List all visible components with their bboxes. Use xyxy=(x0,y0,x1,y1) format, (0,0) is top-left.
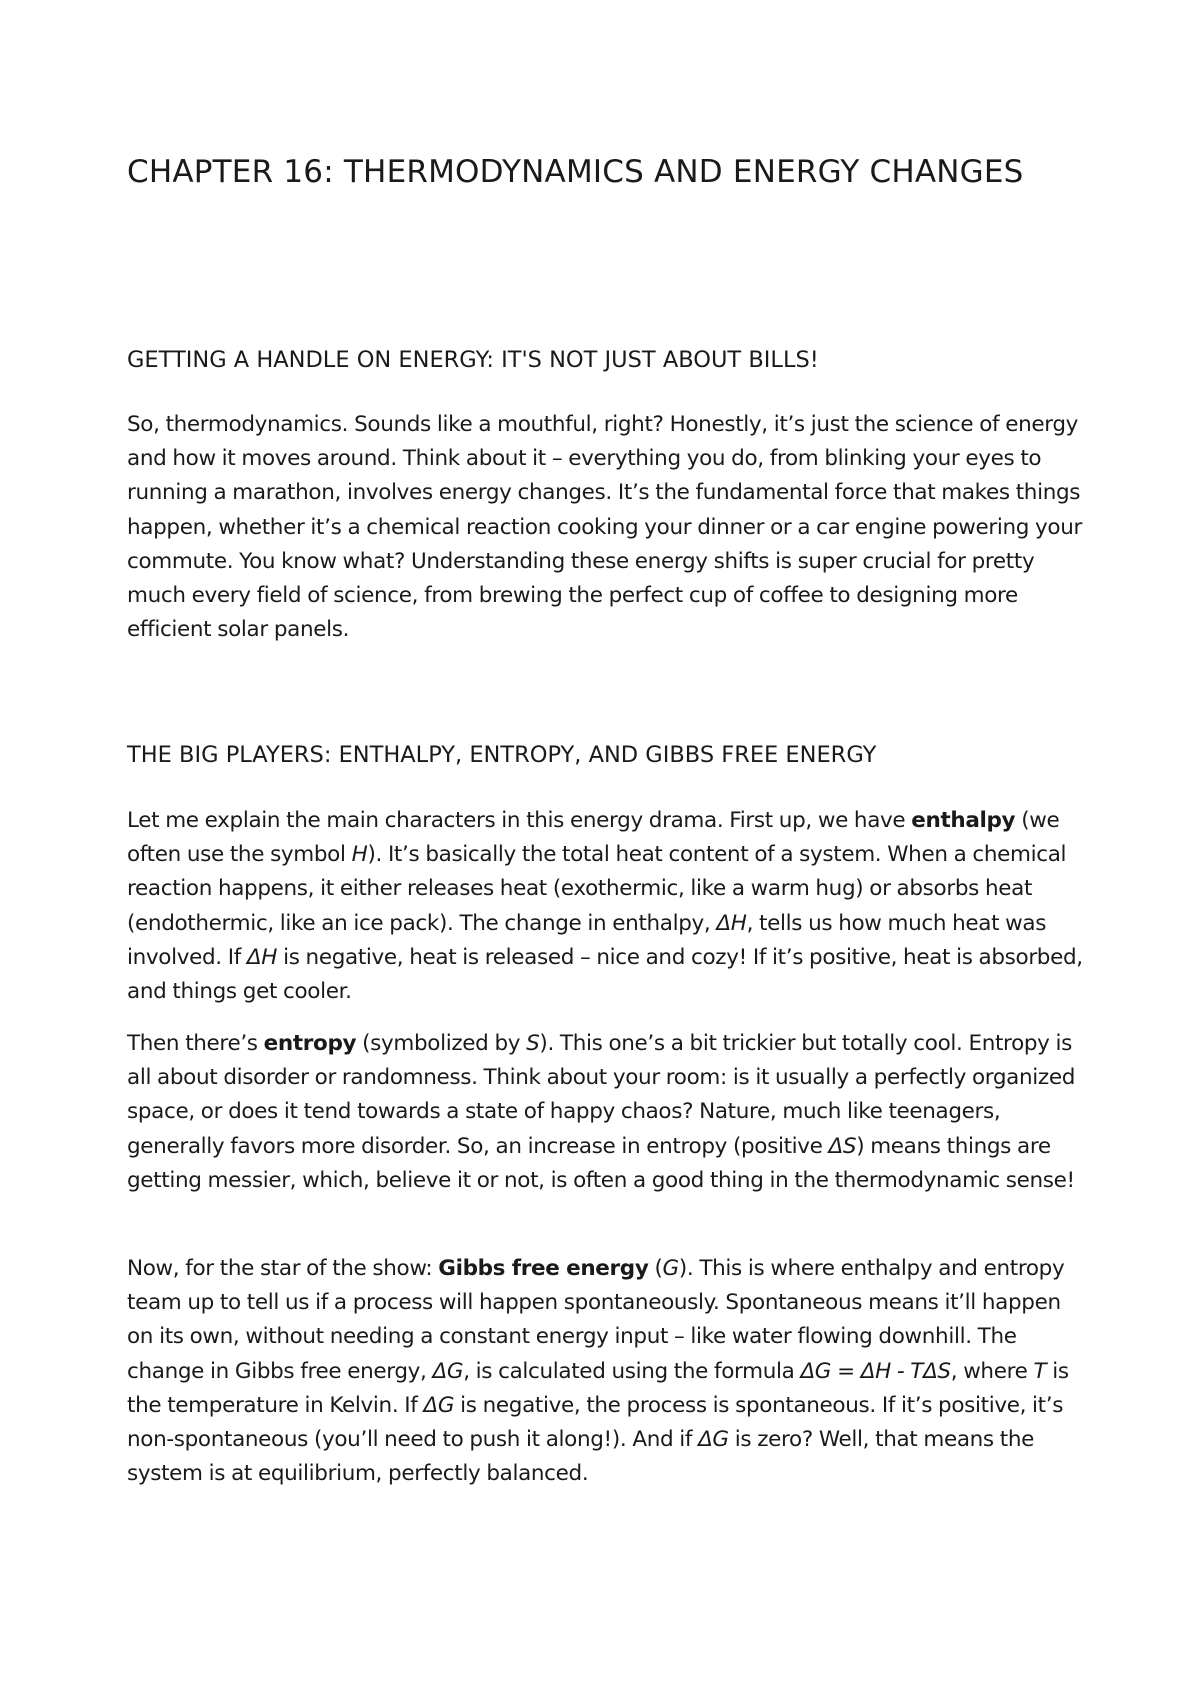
text-run: is zero? Well, that means the system is at equilibrium, perfectly balanced. xyxy=(127,1427,1035,1487)
text-run: ). This is where enthalpy and entropy team up to tell us if a process will happen spontaneously. Spontaneous means it’ll happen on its own, without needing a constant energy input – like water flowing downhill. The change in Gibbs free energy, xyxy=(127,1256,1065,1384)
symbol-delta-g: ΔG xyxy=(423,1392,455,1418)
paragraph-entropy xyxy=(127,1027,1087,1198)
symbol-delta-s: ΔS xyxy=(828,1133,857,1159)
text-run: is negative, heat is released – nice and cozy! If it’s positive, heat is absorbed, and things get cooler. xyxy=(127,944,1083,1005)
text-run: Now, for the star of the show: xyxy=(127,1256,439,1281)
symbol-h: H xyxy=(351,842,368,868)
symbol-delta-g: ΔG xyxy=(432,1358,464,1384)
text-run: , tells us how much heat was involved. If xyxy=(127,910,1047,970)
text-run: is the temperature in Kelvin. If xyxy=(127,1358,1069,1418)
text-run: Then there’s xyxy=(127,1031,264,1056)
section-heading-big-players: THE BIG PLAYERS: ENTHALPY, ENTROPY, AND GIBBS FREE ENERGY xyxy=(127,742,877,768)
section-heading-energy: GETTING A HANDLE ON ENERGY: IT'S NOT JUST ABOUT BILLS! xyxy=(127,347,819,373)
text-run: , is calculated using the formula xyxy=(463,1358,801,1384)
text-run: is negative, the process is spontaneous. If it’s positive, it’s non-spontaneous (you’ll need to push it along!). And if xyxy=(127,1392,1064,1453)
text-run: (symbolized by xyxy=(356,1031,527,1056)
text-run: , where xyxy=(950,1358,1034,1384)
symbol-delta-h: ΔH xyxy=(246,944,278,970)
paragraph-enthalpy xyxy=(127,804,1087,1009)
text-run: ). It’s basically the total heat content of a system. When a chemical reaction happens, it either releases heat (exothermic, like a warm hug) or absorbs heat (endothermic, like an ice pack). The change in enthalpy, xyxy=(127,842,1067,936)
symbol-delta-h: ΔH xyxy=(716,910,747,936)
symbol-s: S xyxy=(526,1031,540,1056)
symbol-t: T xyxy=(1033,1358,1047,1384)
symbol-g: G xyxy=(662,1256,679,1281)
term-gibbs-free-energy: Gibbs free energy xyxy=(438,1256,649,1281)
chapter-title: CHAPTER 16: THERMODYNAMICS AND ENERGY CHANGES xyxy=(127,154,1024,190)
term-enthalpy: enthalpy xyxy=(911,808,1016,833)
paragraph-intro: So, thermodynamics. Sounds like a mouthful, right? Honestly, it’s just the science of energy and how it moves around. Think about it – everything you do, from blinking your eyes to running a marathon, involves energy changes. It’s the fundamental force that makes things happen, whether it’s a chemical reaction cooking your dinner or a car engine powering your commute. You know what? Understanding these energy shifts is super crucial for pretty much every field of science, from brewing the perfect cup of coffee to designing more efficient solar panels. xyxy=(127,412,1082,643)
term-entropy: entropy xyxy=(263,1031,357,1056)
text-run: Let me explain the main characters in this energy drama. First up, we have xyxy=(127,808,912,833)
text-run: ). This one’s a bit trickier but totally cool. Entropy is all about disorder or randomness. Think about your room: is it usually a perfectly organized space, or does it tend towards a state of happy chaos? Nature, much like teenagers, generally favors more disorder. So, an increase in entropy (positive xyxy=(127,1031,1076,1159)
symbol-delta-g: ΔG xyxy=(698,1427,729,1453)
gibbs-formula: ΔG = ΔH - TΔS xyxy=(800,1358,951,1384)
text-run: ) means things are getting messier, which, believe it or not, is often a good thing in the thermodynamic sense! xyxy=(127,1133,1075,1193)
text-run: ( xyxy=(648,1256,663,1281)
paragraph-gibbs xyxy=(127,1252,1087,1491)
text-run: (we often use the symbol xyxy=(127,808,1060,868)
